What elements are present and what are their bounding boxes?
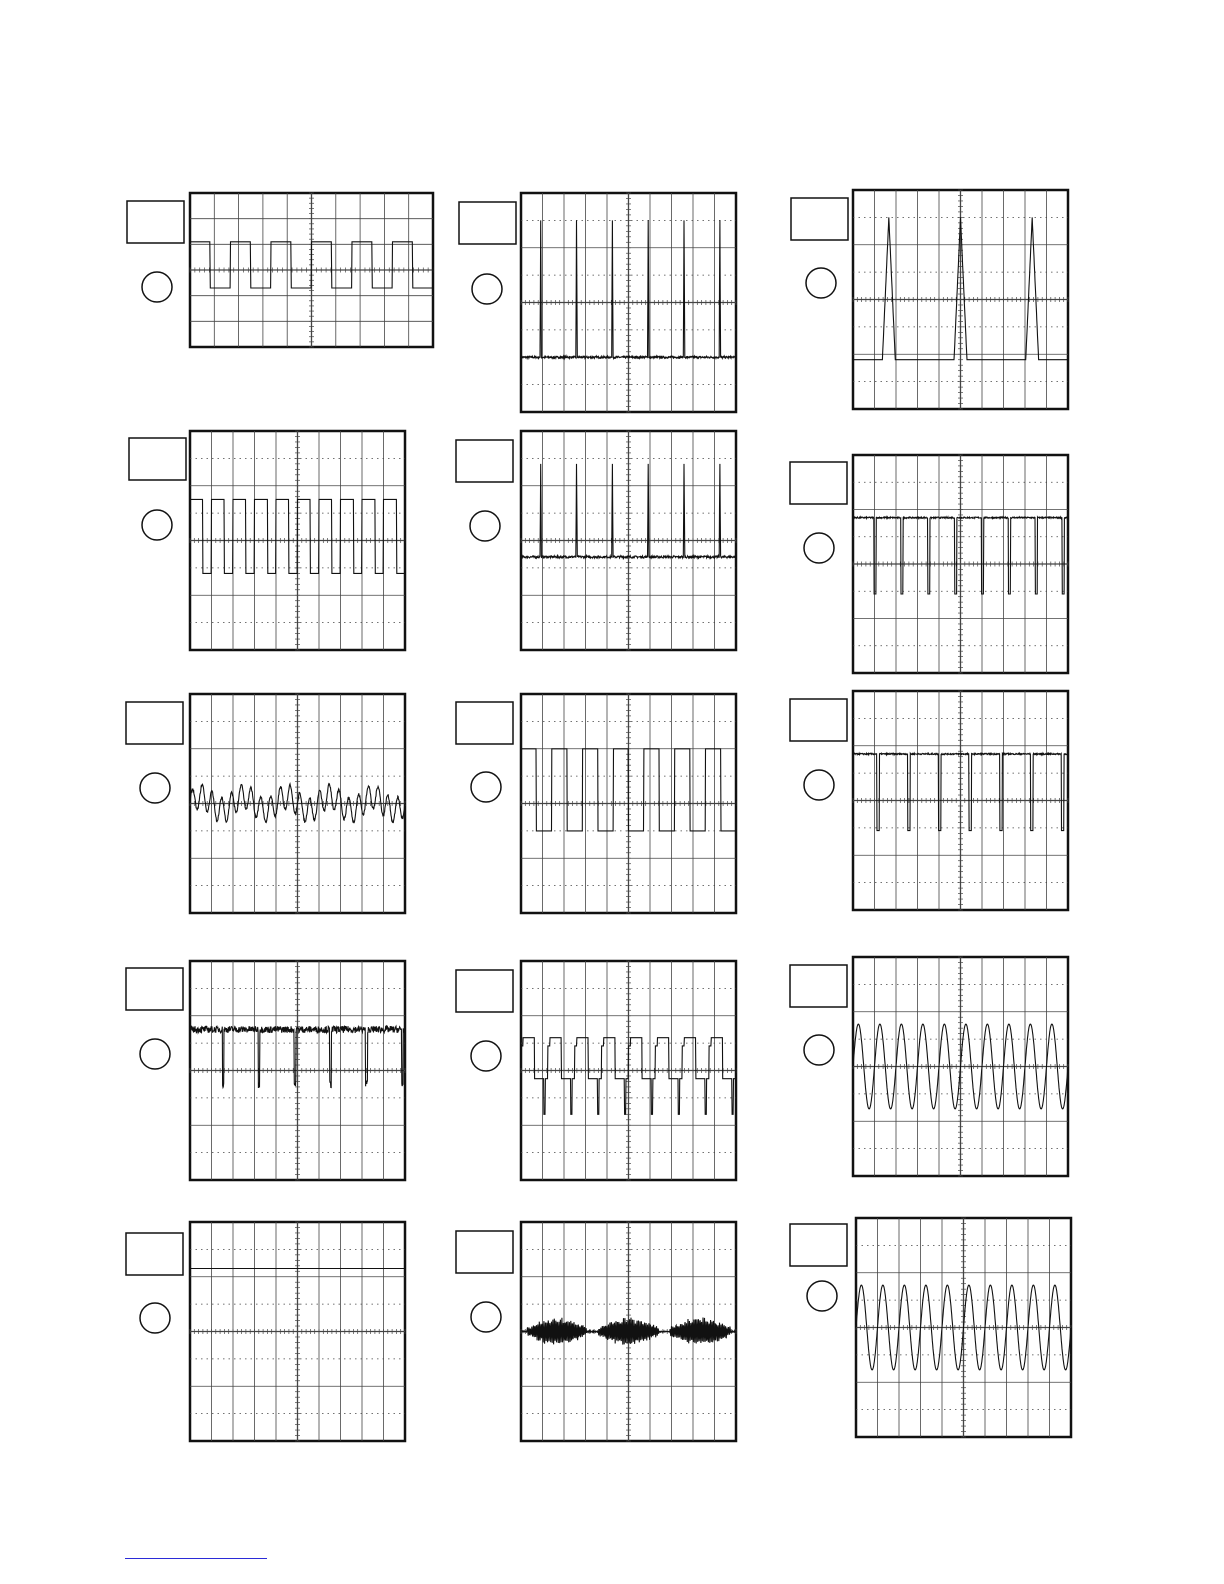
test-point-label-box <box>127 201 184 243</box>
scope-panel-w14 <box>456 1222 736 1441</box>
test-point-label-box <box>456 702 513 744</box>
waveform-number-circle <box>471 1302 501 1332</box>
scope-panel-w2 <box>459 193 736 412</box>
test-point-label-box <box>456 1231 513 1273</box>
scope-panel-w13 <box>126 1222 405 1441</box>
test-point-label-box <box>456 440 513 482</box>
waveform-number-circle <box>806 268 836 298</box>
waveform-number-circle <box>142 510 172 540</box>
test-point-label-box <box>126 702 183 744</box>
scope-panel-w7 <box>126 694 405 913</box>
scope-panel-w9 <box>790 691 1068 910</box>
waveform-number-circle <box>471 772 501 802</box>
scope-panel-w15 <box>790 1218 1071 1437</box>
waveform-number-circle <box>140 773 170 803</box>
test-point-label-box <box>790 699 847 741</box>
waveform-number-circle <box>807 1281 837 1311</box>
waveform-number-circle <box>804 533 834 563</box>
scope-panel-w3 <box>791 190 1068 409</box>
scope-panel-w8 <box>456 694 736 913</box>
test-point-label-box <box>790 1224 847 1266</box>
test-point-label-box <box>126 1233 183 1275</box>
test-point-label-box <box>790 965 847 1007</box>
scope-panel-w10 <box>126 961 405 1180</box>
waveform-number-circle <box>470 511 500 541</box>
waveform-number-circle <box>140 1039 170 1069</box>
scope-panel-w4 <box>129 431 405 650</box>
waveform-number-circle <box>140 1303 170 1333</box>
footer-rule <box>125 1558 267 1559</box>
test-point-label-box <box>129 438 186 480</box>
scope-panel-w11 <box>456 961 736 1180</box>
waveform-number-circle <box>142 272 172 302</box>
waveform-number-circle <box>472 274 502 304</box>
scope-panel-w12 <box>790 957 1068 1176</box>
waveform-number-circle <box>471 1041 501 1071</box>
test-point-label-box <box>456 970 513 1012</box>
scope-panel-w1 <box>127 193 433 347</box>
scope-panel-w6 <box>790 455 1068 673</box>
waveform-number-circle <box>804 1035 834 1065</box>
test-point-label-box <box>790 462 847 504</box>
test-point-label-box <box>459 202 516 244</box>
scope-panel-w5 <box>456 431 736 650</box>
test-point-label-box <box>126 968 183 1010</box>
test-point-label-box <box>791 198 848 240</box>
waveform-number-circle <box>804 770 834 800</box>
